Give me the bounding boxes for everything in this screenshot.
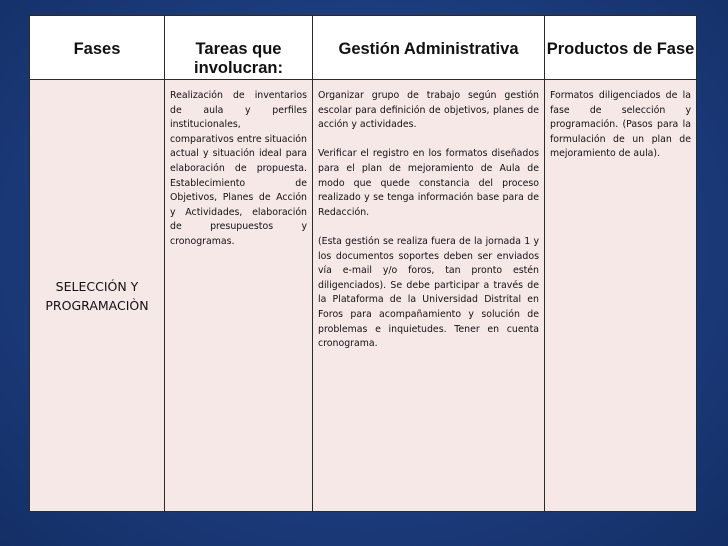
header-gestion: Gestión Administrativa [313,16,545,80]
header-row [30,16,697,80]
productos-text: Formatos diligenciados de la fase de selección y programación. (Pasos para la formulación de un plan de mejoramiento de aula). [550,90,691,160]
phase-row [30,80,697,512]
gestion-paragraph-2: Verificar el registro en los formatos diseñados para el plan de mejoramiento de Aula de modo que quede constancia del proceso realizado y se tenga información base para de Redacción. [318,148,539,218]
header-fases: Fases [30,16,165,80]
tareas-cell [165,80,313,512]
phases-table [29,15,697,512]
gestion-cell [313,80,545,512]
gestion-paragraph-3: (Esta gestión se realiza fuera de la jornada 1 y los documentos soportes deben ser enviados vía e-mail y/o foros, tan pronto estén diligenciados). Se debe participar a través de la Plataforma de la Universidad Distrital en Foros para acompañamiento y solución de problemas e inquietudes. Tener en cuenta cronograma. [318,235,539,350]
productos-cell [545,80,697,512]
phase-name [30,80,165,512]
header-tareas: Tareas que involucran: [165,16,313,80]
tareas-text: Realización de inventarios de aula y perfiles institucionales, comparativos entre situación actual y situación ideal para elaboración de propuesta. Establecimiento de Objetivos, Planes de Acción y Actividades, elaboración de presupuestos y cronogramas. [170,90,307,247]
phase-name-text: SELECCIÓN Y PROGRAMACIÒN [45,278,149,313]
header-productos: Productos de Fase [545,16,697,80]
gestion-paragraph-1: Organizar grupo de trabajo según gestión escolar para definición de objetivos, planes de acción y actividades. [318,90,539,131]
